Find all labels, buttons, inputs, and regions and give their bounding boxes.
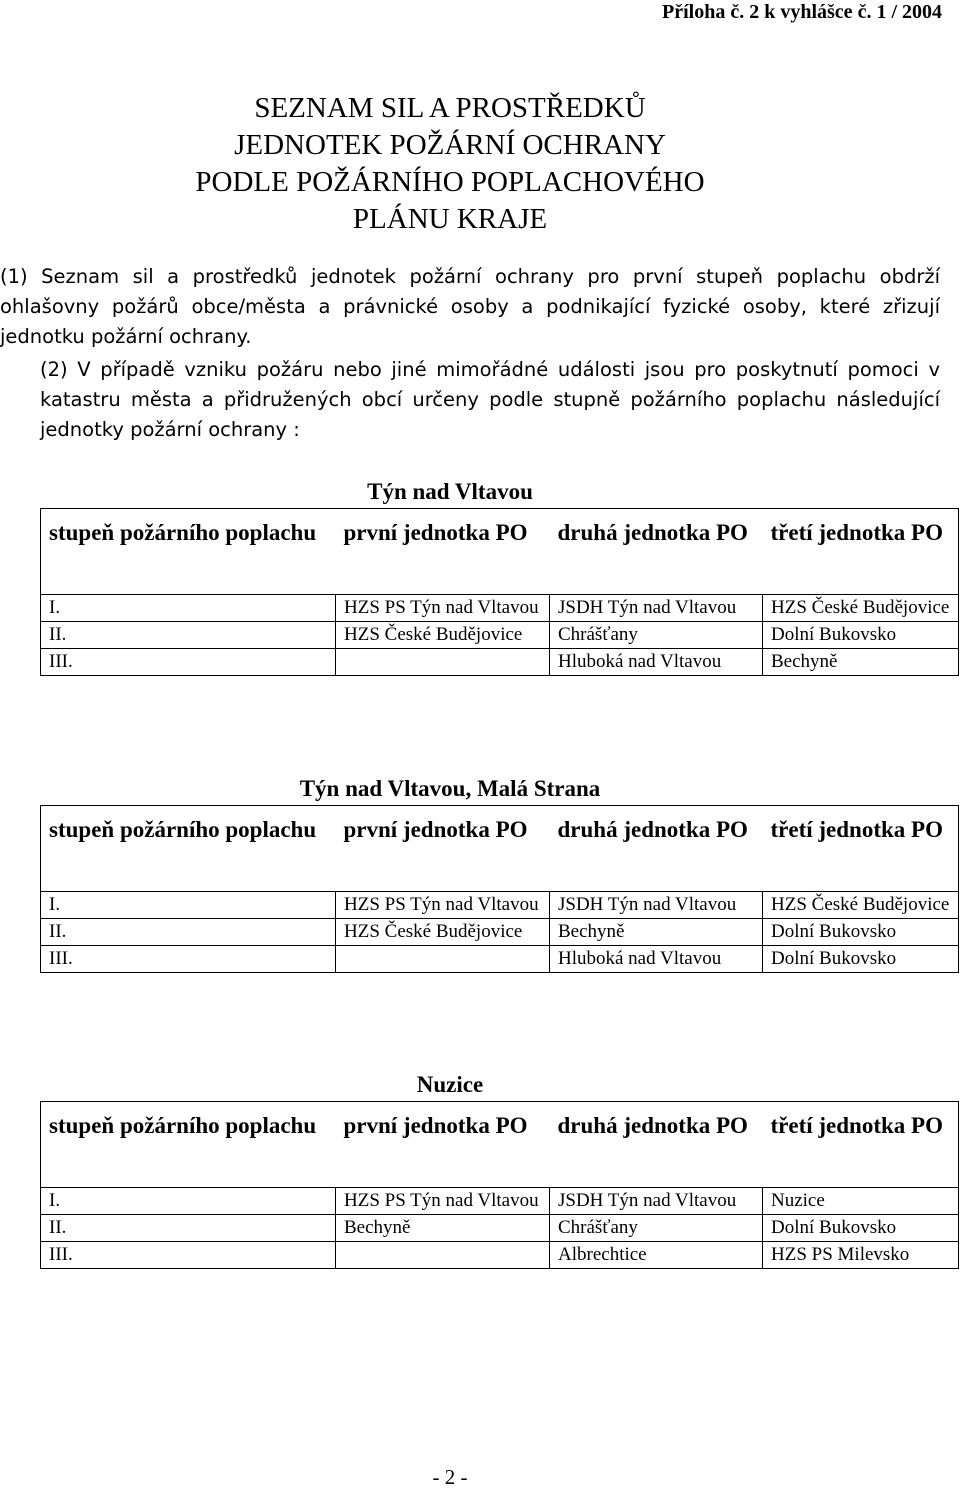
paragraph-1: (1) Seznam sil a prostředků jednotek požární ochrany pro první stupeň poplachu obdrží ohlašovny požárů obce/města a právnické osoby a podnikající fyzické osoby, které zřizují jednotku požární ochrany. — [0, 265, 940, 348]
cell-third: HZS PS Milevsko — [763, 1242, 959, 1269]
header-stage: stupeň požárního poplachu — [41, 806, 336, 892]
document-title — [0, 90, 900, 238]
cell-second: Chrášťany — [550, 1215, 763, 1242]
document-reference: Příloha č. 2 k vyhlášce č. 1 / 2004 — [662, 1, 942, 23]
cell-third: Dolní Bukovsko — [763, 946, 959, 973]
header-second: druhá jednotka PO — [550, 1102, 763, 1188]
unit-table — [40, 508, 959, 676]
table-row — [41, 892, 959, 919]
header-stage: stupeň požárního poplachu — [41, 1102, 336, 1188]
place-title: Týn nad Vltavou — [367, 479, 533, 504]
cell-second: Albrechtice — [550, 1242, 763, 1269]
cell-third: Dolní Bukovsko — [763, 1215, 959, 1242]
title-line: PLÁNU KRAJE — [352, 203, 548, 235]
table-row — [41, 946, 959, 973]
title-line: JEDNOTEK POŽÁRNÍ OCHRANY — [234, 129, 666, 161]
table-row — [41, 649, 959, 676]
header-third: třetí jednotka PO — [763, 806, 959, 892]
cell-third: Nuzice — [763, 1188, 959, 1215]
table-row — [41, 1215, 959, 1242]
cell-second: Bechyně — [550, 919, 763, 946]
header-second: druhá jednotka PO — [550, 509, 763, 595]
cell-second: JSDH Týn nad Vltavou — [550, 595, 763, 622]
cell-third: Dolní Bukovsko — [763, 919, 959, 946]
cell-stage: I. — [41, 595, 336, 622]
cell-second: Hluboká nad Vltavou — [550, 649, 763, 676]
cell-third: HZS České Budějovice — [763, 892, 959, 919]
header-row — [41, 806, 959, 892]
unit-table — [40, 1101, 959, 1269]
table-row — [41, 1242, 959, 1269]
header-row — [41, 1102, 959, 1188]
cell-first: Bechyně — [336, 1215, 550, 1242]
cell-second: Hluboká nad Vltavou — [550, 946, 763, 973]
cell-first: HZS PS Týn nad Vltavou — [336, 892, 550, 919]
cell-first: HZS PS Týn nad Vltavou — [336, 1188, 550, 1215]
place-title: Nuzice — [416, 1072, 484, 1097]
header-second: druhá jednotka PO — [550, 806, 763, 892]
header-row — [41, 509, 959, 595]
table-row — [41, 622, 959, 649]
cell-stage: III. — [41, 946, 336, 973]
title-line: SEZNAM SIL A PROSTŘEDKŮ — [254, 92, 646, 124]
cell-first: HZS České Budějovice — [336, 919, 550, 946]
header-first: první jednotka PO — [336, 806, 550, 892]
cell-first: HZS PS Týn nad Vltavou — [336, 595, 550, 622]
cell-first — [336, 649, 550, 676]
cell-stage: II. — [41, 919, 336, 946]
table-row — [41, 919, 959, 946]
header-first: první jednotka PO — [336, 509, 550, 595]
cell-stage: III. — [41, 649, 336, 676]
cell-stage: I. — [41, 1188, 336, 1215]
title-line: PODLE POŽÁRNÍHO POPLACHOVÉHO — [195, 166, 705, 198]
header-stage: stupeň požárního poplachu — [41, 509, 336, 595]
cell-first — [336, 946, 550, 973]
table-row — [41, 595, 959, 622]
header-first: první jednotka PO — [336, 1102, 550, 1188]
cell-second: Chrášťany — [550, 622, 763, 649]
table-row — [41, 1188, 959, 1215]
cell-third: Dolní Bukovsko — [763, 622, 959, 649]
cell-third: Bechyně — [763, 649, 959, 676]
cell-stage: II. — [41, 1215, 336, 1242]
paragraph-2: (2) V případě vzniku požáru nebo jiné mimořádné události jsou pro poskytnutí pomoci v katastru města a přidružených obcí určeny podle stupně požárního poplachu následující jednotky požární ochrany : — [40, 358, 940, 441]
cell-first: HZS České Budějovice — [336, 622, 550, 649]
place-title: Týn nad Vltavou, Malá Strana — [299, 776, 601, 801]
cell-second: JSDH Týn nad Vltavou — [550, 892, 763, 919]
page-number: - 2 - — [432, 1465, 468, 1489]
cell-stage: I. — [41, 892, 336, 919]
unit-table — [40, 805, 959, 973]
cell-third: HZS České Budějovice — [763, 595, 959, 622]
header-third: třetí jednotka PO — [763, 509, 959, 595]
cell-stage: III. — [41, 1242, 336, 1269]
cell-stage: II. — [41, 622, 336, 649]
header-third: třetí jednotka PO — [763, 1102, 959, 1188]
cell-second: JSDH Týn nad Vltavou — [550, 1188, 763, 1215]
cell-first — [336, 1242, 550, 1269]
